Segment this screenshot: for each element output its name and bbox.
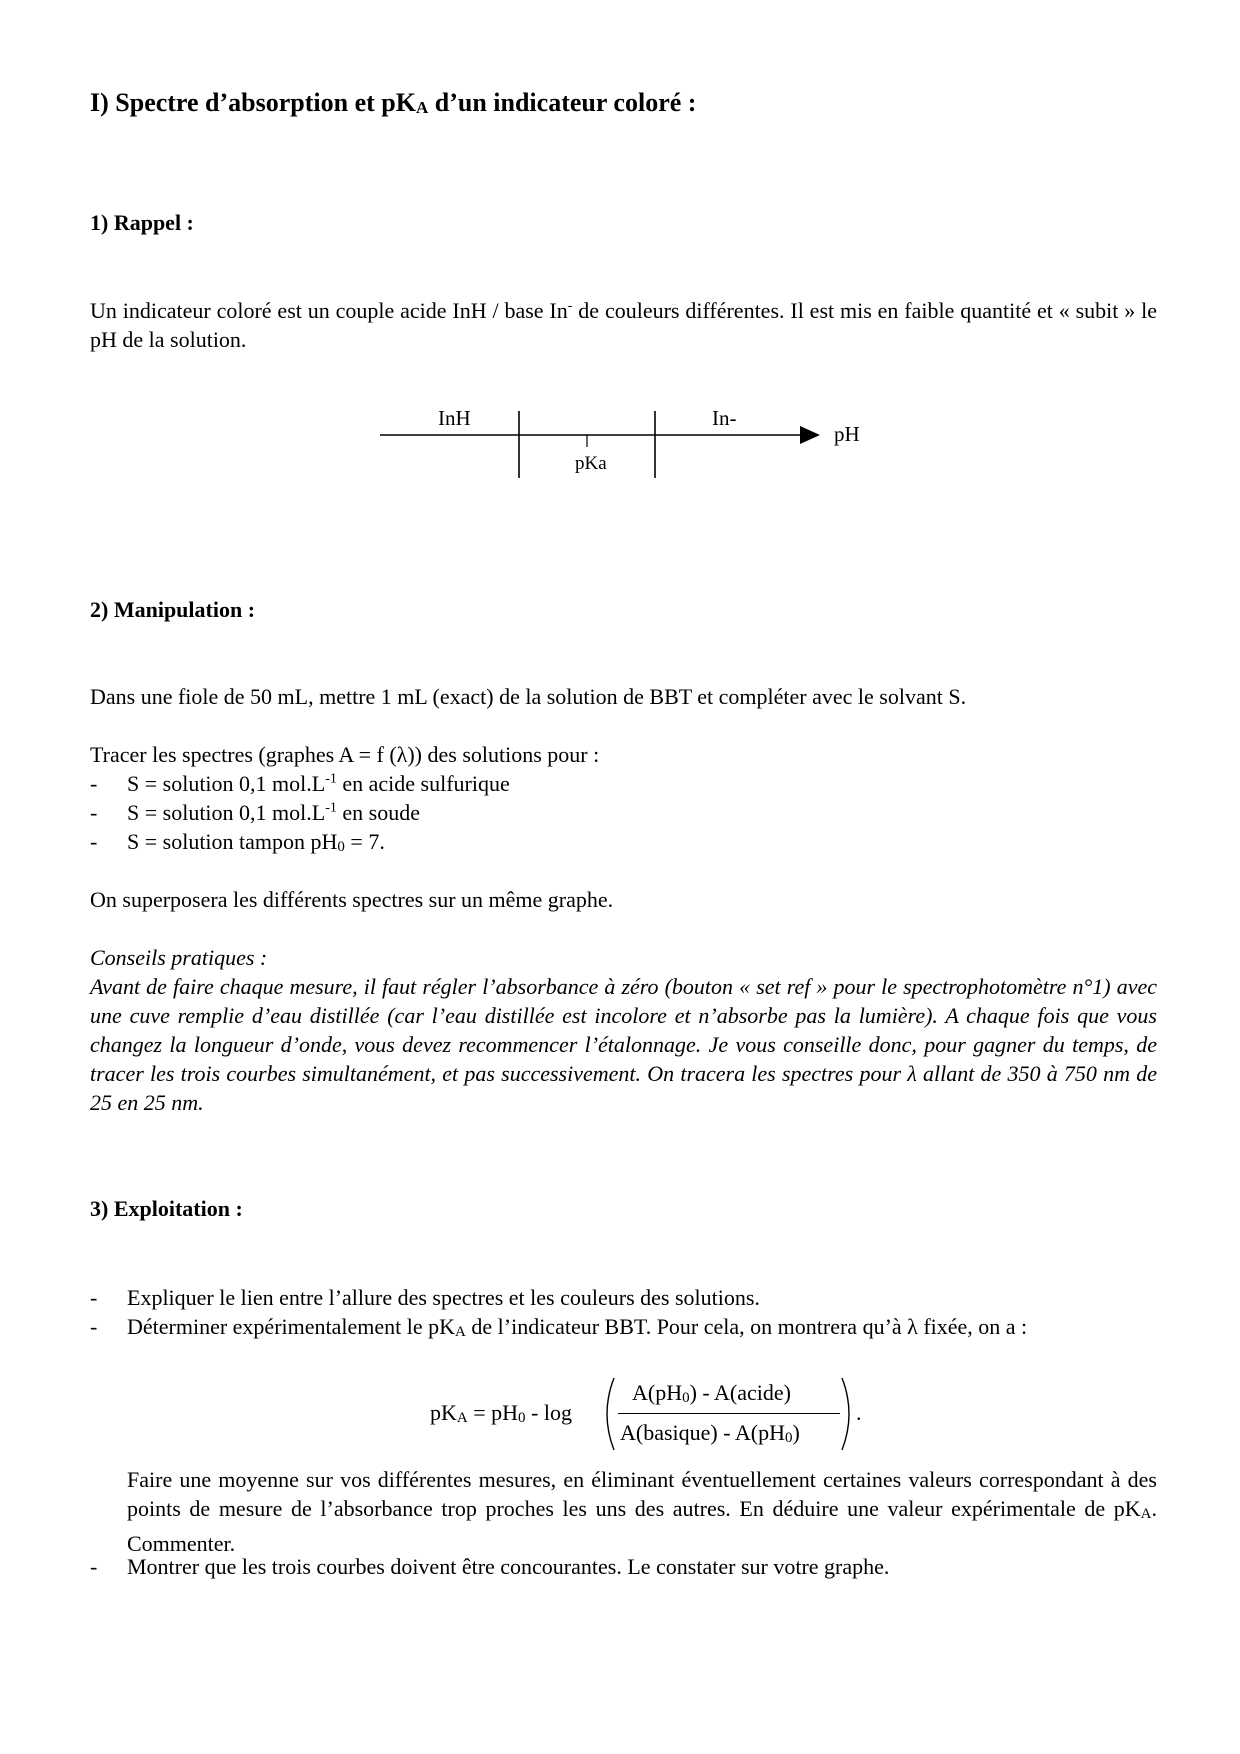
pka-formula (430, 1376, 870, 1452)
pka-label: pKa (575, 453, 607, 474)
advice-title: Conseils pratiques : (90, 945, 268, 970)
average-paragraph: Faire une moyenne sur vos différentes mesures, en éliminant éventuellement certaines valeurs correspondant à des points de mesure de l’absorbance trop proches les uns des autres. En déduire une valeur expérimentale de pKA. Commenter. (127, 1467, 1157, 1556)
section-heading-manipulation: 2) Manipulation : (90, 597, 256, 622)
formula-denominator: A(basique) - A(pH0) (620, 1420, 800, 1446)
formula-end: . (856, 1400, 862, 1425)
left-paren (598, 1376, 618, 1452)
spectra-list (90, 740, 1157, 856)
section-heading-rappel: 1) Rappel : (90, 210, 194, 235)
base-label: In- (712, 406, 737, 430)
exploitation-item-2: - Déterminer expérimentalement le pKA de l’indicateur BBT. Pour cela, on montrera qu’à λ fixée, on a : (90, 1314, 1028, 1340)
list-item: - S = solution tampon pH0 = 7. (90, 829, 385, 855)
page-title: I) Spectre d’absorption et pKA d’un indicateur coloré : (90, 88, 697, 117)
rappel-paragraph: Un indicateur coloré est un couple acide InH / base In- de couleurs différentes. Il est mis en faible quantité et « subit » le pH de la solution. (90, 298, 1158, 352)
ph-scale-diagram (380, 400, 880, 490)
list-item: - S = solution 0,1 $mol.L^{-1}$ en soude (90, 800, 420, 825)
fraction-bar (618, 1413, 840, 1414)
formula-numerator: A(pH0) - A(acide) (632, 1380, 791, 1406)
axis-label: pH (834, 422, 860, 446)
exploitation-item-1: - Expliquer le lien entre l’allure des spectres et les couleurs des solutions. (90, 1285, 760, 1310)
formula-lhs: pKA = pH0 - log (430, 1400, 572, 1426)
advice-paragraph: Avant de faire chaque mesure, il faut régler l’absorbance à zéro (bouton « set ref » pour le spectrophotomètre n°1) avec une cuve remplie d’eau distillée (car l’eau distillée est incolore et n’absorbe pas la lumière). A chaque fois que vous changez la longueur d’onde, vous devez recommencer l’étalonnage. Je vous conseille donc, pour gagner du temps, de tracer les trois courbes simultanément, et pas successivement. On tracera les spectres pour λ allant de 350 à 750 nm de 25 en 25 nm. (90, 974, 1157, 1115)
exploitation-item-3: - Montrer que les trois courbes doivent être concourantes. Le constater sur votre graphe. (90, 1554, 890, 1579)
trace-instruction: Tracer les spectres (graphes A = f (λ)) des solutions pour : (90, 742, 600, 767)
manipulation-intro: Dans une fiole de 50 mL, mettre 1 mL (exact) de la solution de BBT et compléter avec le solvant S. (90, 684, 967, 709)
section-heading-exploitation: 3) Exploitation : (90, 1196, 243, 1221)
right-paren (838, 1376, 858, 1452)
acid-label: InH (438, 406, 471, 430)
list-item: - S = solution 0,1 $mol.L^{-1}$ en acide sulfurique (90, 771, 510, 796)
superpose-note: On superposera les différents spectres sur un même graphe. (90, 887, 614, 912)
ph-axis-arrow (800, 426, 820, 444)
